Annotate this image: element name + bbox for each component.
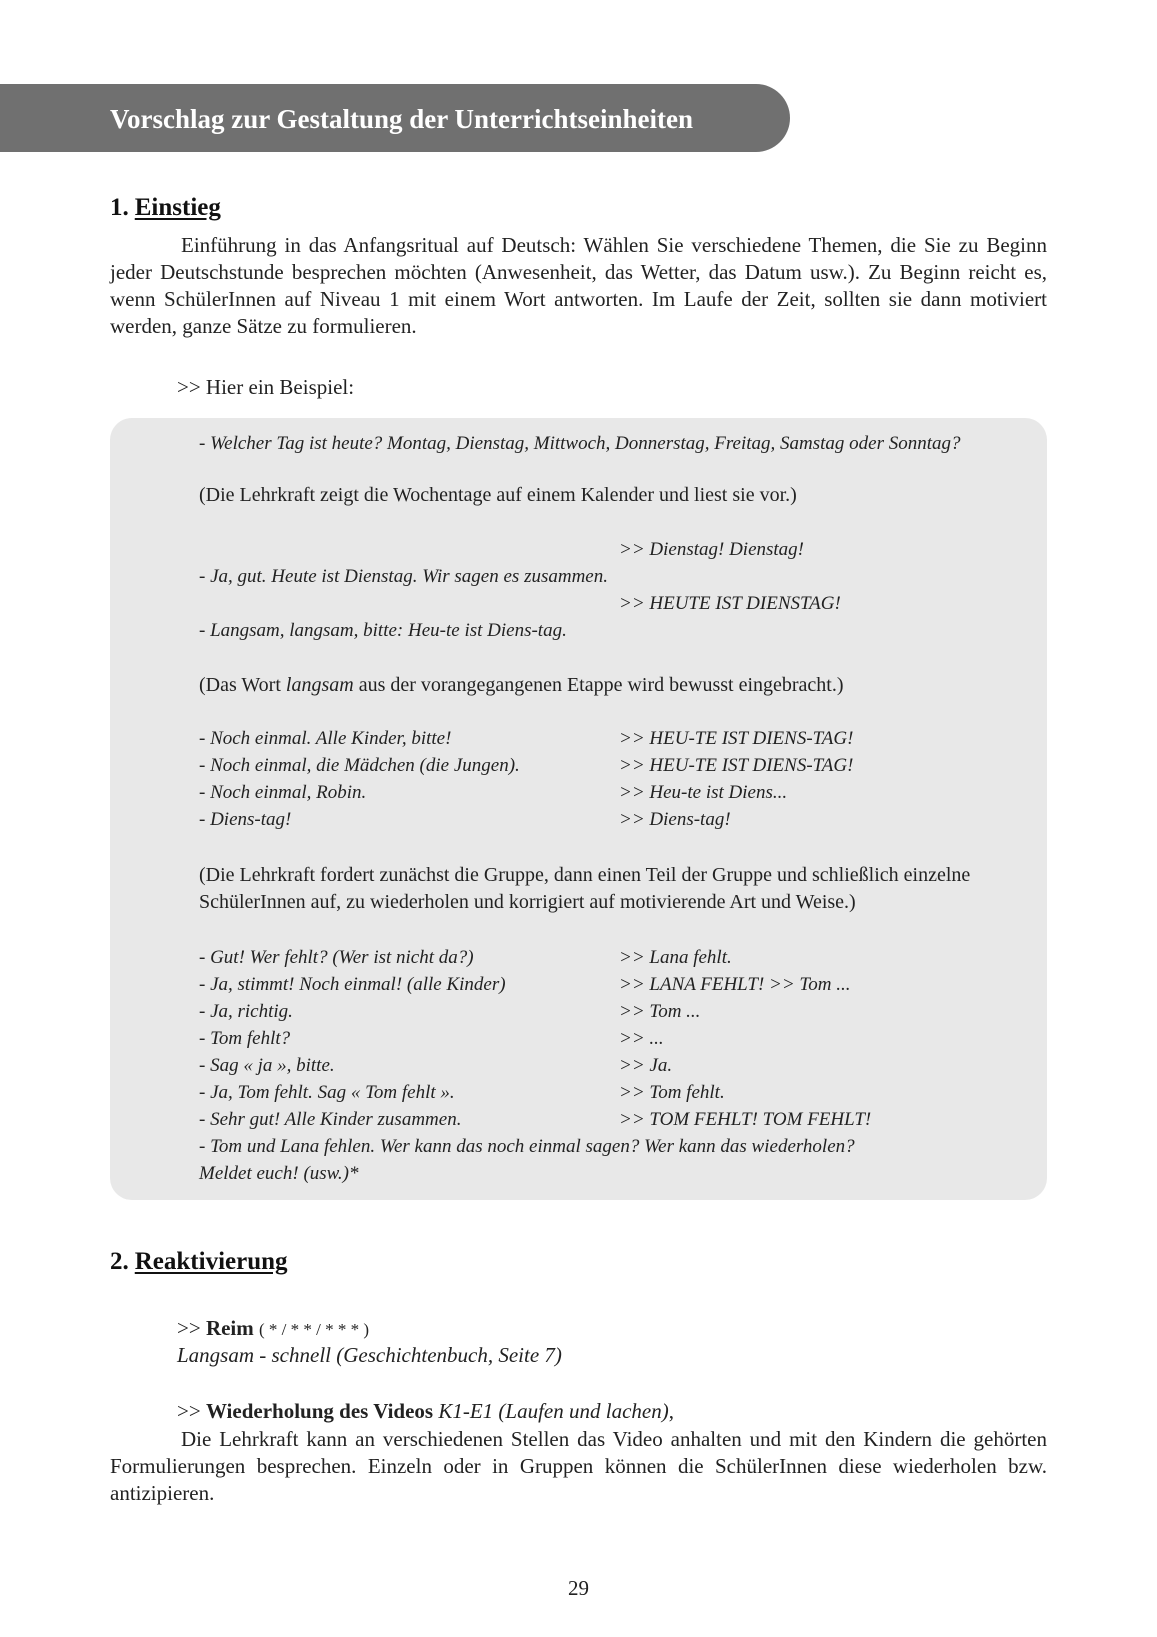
dialog-answer: >> Heu-te ist Diens... <box>619 782 788 803</box>
dialog-line: - Noch einmal, Robin. <box>199 782 367 803</box>
page-number: 29 <box>568 1576 589 1600</box>
example-intro: >> Hier ein Beispiel: <box>177 375 355 399</box>
dialog-line: - Tom und Lana fehlen. Wer kann das noch einmal sagen? Wer kann das wiederholen? <box>199 1136 855 1157</box>
dialog-line: - Noch einmal. Alle Kinder, bitte! <box>199 728 452 749</box>
section-number: 1. <box>110 194 129 221</box>
dialog-answer: >> Tom fehlt. <box>619 1082 725 1103</box>
dialog-answer: >> HEU-TE IST DIENS-TAG! <box>619 755 854 776</box>
section-paragraph: Die Lehrkraft kann an verschiedenen Stellen das Video anhalten und mit den Kindern die gehörten Formulierungen besprechen. Einzeln oder in Gruppen können die SchülerInnen diese wiederholen bzw. antizipieren. <box>110 1427 1047 1505</box>
dialog-answer: >> LANA FEHLT! >> Tom ... <box>619 974 851 995</box>
dialog-answer: >> HEUTE IST DIENSTAG! <box>619 593 841 614</box>
section-heading-einstieg <box>110 194 221 222</box>
dialog-answer: >> HEU-TE IST DIENS-TAG! <box>619 728 854 749</box>
reim-source: Langsam - schnell (Geschichtenbuch, Seite 7) <box>177 1343 562 1367</box>
dialog-line: - Sag « ja », bitte. <box>199 1055 335 1076</box>
section-number: 2. <box>110 1248 129 1275</box>
dialog-line: - Ja, stimmt! Noch einmal! (alle Kinder) <box>199 974 506 995</box>
video-line: >> Wiederholung des Videos K1-E1 (Laufen und lachen), <box>177 1399 674 1423</box>
dialog-line: - Ja, richtig. <box>199 1001 293 1022</box>
dialog-note: (Die Lehrkraft zeigt die Wochentage auf einem Kalender und liest sie vor.) <box>199 484 797 506</box>
dialog-line: - Langsam, langsam, bitte: Heu-te ist Diens-tag. <box>199 620 567 641</box>
dialog-line: - Welcher Tag ist heute? Montag, Dienstag, Mittwoch, Donnerstag, Freitag, Samstag oder Sonntag? <box>199 433 961 454</box>
dialog-line: - Tom fehlt? <box>199 1028 291 1049</box>
dialog-note: (Die Lehrkraft fordert zunächst die Gruppe, dann einen Teil der Gruppe und schließlich einzelne <box>199 864 971 886</box>
dialog-line: - Ja, Tom fehlt. Sag « Tom fehlt ». <box>199 1082 455 1103</box>
page-title: Vorschlag zur Gestaltung der Unterrichtseinheiten <box>110 104 693 134</box>
dialog-answer: >> Lana fehlt. <box>619 947 732 968</box>
dialog-answer: >> Tom ... <box>619 1001 701 1022</box>
dialog-note: (Das Wort langsam aus der vorangegangenen Etappe wird bewusst eingebracht.) <box>199 674 844 696</box>
reim-line: >> Reim ( * / * * / * * * ) <box>177 1316 370 1340</box>
dialog-answer: >> ... <box>619 1028 664 1049</box>
dialog-answer: >> Ja. <box>619 1055 673 1076</box>
dialog-line: - Gut! Wer fehlt? (Wer ist nicht da?) <box>199 947 474 968</box>
section-paragraph: Einführung in das Anfangsritual auf Deutsch: Wählen Sie verschiedene Themen, die Sie zu Beginn jeder Deutschstunde besprechen möchten (Anwesenheit, das Wetter, das Datum usw.). Zu Beginn reicht es, wenn SchülerInnen auf Niveau 1 mit einem Wort antworten. Im Laufe der Zeit, sollten sie dann motiviert werden, ganze Sätze zu formulieren. <box>110 233 1047 338</box>
dialog-answer: >> Dienstag! Dienstag! <box>619 539 805 560</box>
dialog-line: - Ja, gut. Heute ist Dienstag. Wir sagen es zusammen. <box>199 566 608 587</box>
section-title: Einstieg <box>134 194 221 221</box>
dialog-answer: >> Diens-tag! <box>619 809 731 830</box>
dialog-line: - Noch einmal, die Mädchen (die Jungen). <box>199 755 520 776</box>
dialog-answer: >> TOM FEHLT! TOM FEHLT! <box>619 1109 872 1130</box>
section-heading-reaktivierung <box>110 1248 288 1276</box>
dialog-line: - Diens-tag! <box>199 809 292 830</box>
section-title: Reaktivierung <box>134 1248 288 1275</box>
dialog-note: SchülerInnen auf, zu wiederholen und korrigiert auf motivierende Art und Weise.) <box>199 891 856 913</box>
dialog-line: Meldet euch! (usw.)* <box>199 1163 359 1184</box>
dialog-line: - Sehr gut! Alle Kinder zusammen. <box>199 1109 462 1130</box>
